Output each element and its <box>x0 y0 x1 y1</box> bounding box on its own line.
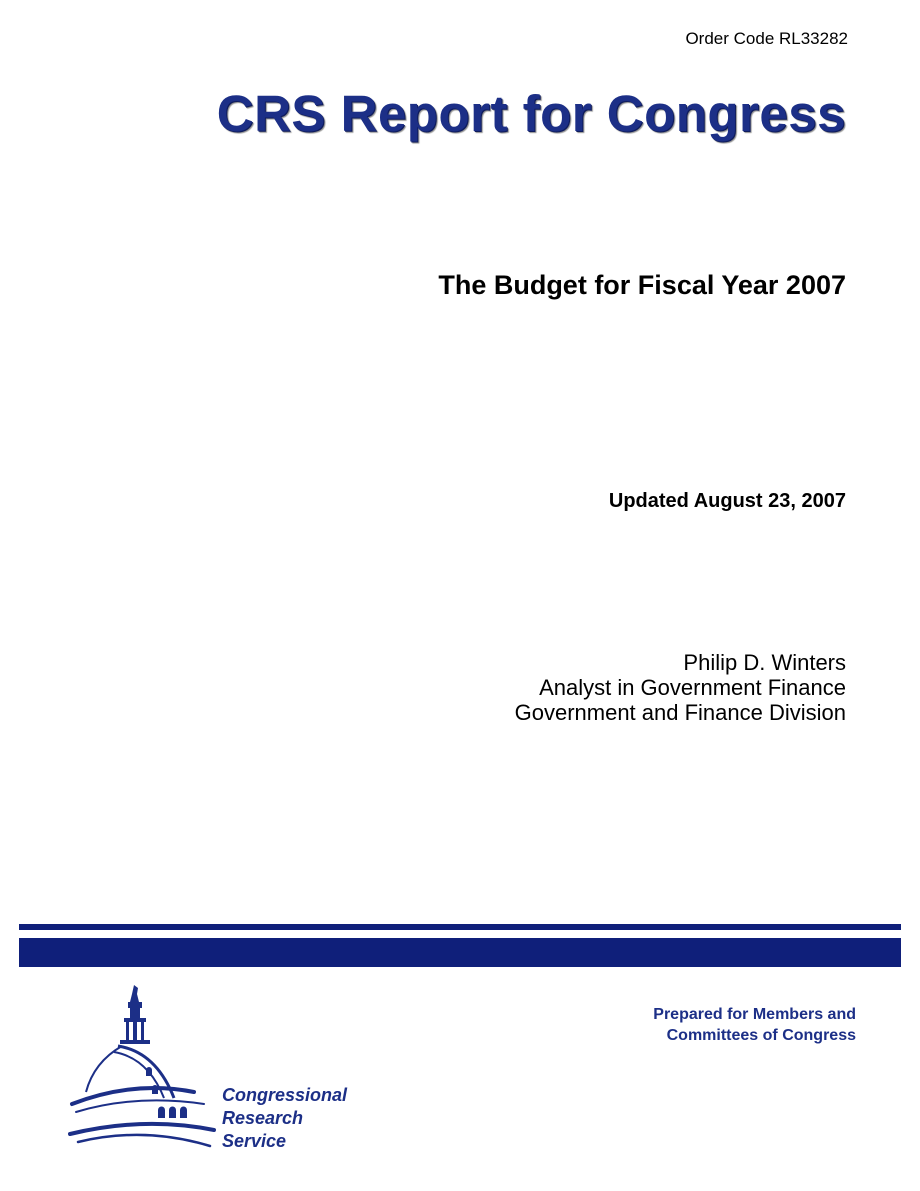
crs-logo <box>64 980 364 1160</box>
logo-line-congressional: Congressional <box>222 1085 348 1105</box>
capitol-dome-icon <box>64 980 224 1160</box>
report-title: The Budget for Fiscal Year 2007 <box>438 270 846 300</box>
author-position: Analyst in Government Finance <box>539 675 846 700</box>
updated-date: Updated August 23, 2007 <box>608 490 846 512</box>
author-name: Philip D. Winters <box>683 650 846 675</box>
prepared-line-1: Prepared for Members and <box>653 1006 856 1023</box>
author-block <box>515 650 846 725</box>
divider-thin <box>19 924 901 930</box>
logo-wordmark <box>222 1084 347 1153</box>
logo-line-service: Service <box>222 1131 287 1151</box>
divider-thick <box>19 938 901 967</box>
logo-line-research: Research <box>222 1108 304 1128</box>
masthead-title: CRS Report for Congress <box>216 85 846 142</box>
prepared-for <box>653 1004 856 1046</box>
prepared-line-2: Committees of Congress <box>666 1027 856 1044</box>
author-division: Government and Finance Division <box>514 700 846 725</box>
order-code: Order Code RL33282 <box>685 29 848 48</box>
